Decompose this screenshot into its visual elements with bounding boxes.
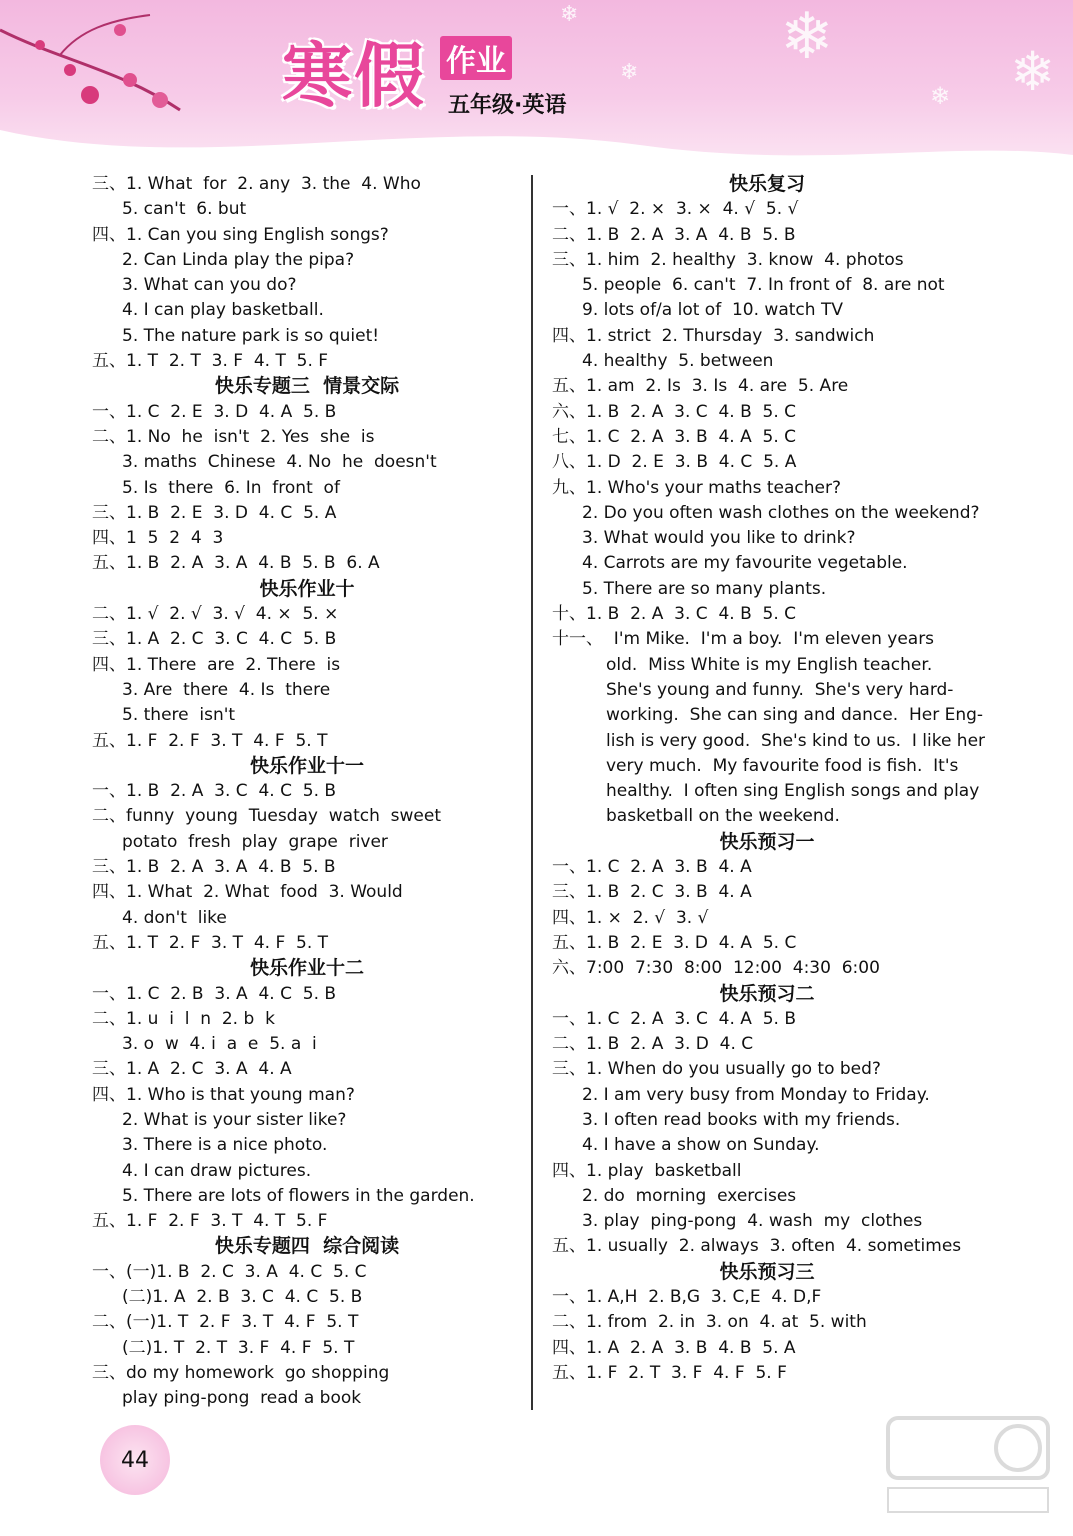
answer-line: (二)1. T 2. T 3. F 4. F 5. T bbox=[122, 1337, 355, 1358]
answer-line: 五、1. am 2. Is 3. Is 4. are 5. Are bbox=[552, 376, 849, 397]
book-title: 寒假 bbox=[282, 34, 426, 117]
answer-line: healthy. I often sing English songs and play bbox=[606, 781, 980, 802]
watermark-logo bbox=[883, 1408, 1053, 1518]
answer-line: 八、1. D 2. E 3. B 4. C 5. A bbox=[552, 452, 797, 473]
answer-line: 四、1. What 2. What food 3. Would bbox=[92, 882, 403, 903]
answer-line: 5. there isn't bbox=[122, 705, 236, 726]
answer-line: 3. maths Chinese 4. No he doesn't bbox=[122, 452, 437, 473]
answer-line: 一、1. C 2. E 3. D 4. A 5. B bbox=[92, 401, 337, 422]
answer-line: potato fresh play grape river bbox=[122, 831, 388, 852]
header-banner bbox=[0, 0, 1073, 160]
answer-line: 五、1. F 2. T 3. F 4. F 5. F bbox=[552, 1362, 787, 1383]
snowflake-icon: ❄ bbox=[930, 82, 951, 110]
answer-line: basketball on the weekend. bbox=[606, 806, 840, 827]
answer-line: 五、1. T 2. T 3. F 4. T 5. F bbox=[92, 351, 329, 372]
section-heading: 快乐作业十 bbox=[259, 577, 355, 600]
answer-line: 2. What is your sister like? bbox=[122, 1109, 347, 1130]
answer-line: 三、1. When do you usually go to bed? bbox=[552, 1059, 881, 1080]
answer-line: 一、1. A,H 2. B,G 3. C,E 4. D,F bbox=[552, 1287, 822, 1308]
answer-line: 3. I often read books with my friends. bbox=[582, 1109, 901, 1130]
answer-line: 一、1. C 2. A 3. B 4. A bbox=[552, 857, 752, 878]
answer-line: working. She can sing and dance. Her Eng- bbox=[606, 705, 984, 726]
answer-line: 三、1. him 2. healthy 3. know 4. photos bbox=[552, 249, 904, 270]
answer-line: 5. There are so many plants. bbox=[582, 578, 827, 599]
answer-line: 4. Carrots are my favourite vegetable. bbox=[582, 553, 908, 574]
answer-line: 五、1. usually 2. always 3. often 4. sometimes bbox=[552, 1236, 962, 1257]
answer-line: 2. do morning exercises bbox=[582, 1185, 797, 1206]
section-heading: 快乐预习二 bbox=[719, 982, 815, 1005]
answer-line: 5. The nature park is so quiet! bbox=[122, 325, 380, 346]
answer-line: 3. play ping-pong 4. wash my clothes bbox=[582, 1211, 923, 1232]
answer-line: 七、1. C 2. A 3. B 4. A 5. C bbox=[552, 426, 797, 447]
answer-line: 5. people 6. can't 7. In front of 8. are not bbox=[582, 275, 945, 296]
answer-line: 四、1 5 2 4 3 bbox=[92, 528, 224, 549]
answer-line: 二、1. from 2. in 3. on 4. at 5. with bbox=[552, 1312, 867, 1333]
answer-line: 五、1. T 2. F 3. T 4. F 5. T bbox=[92, 932, 329, 953]
answer-line: 4. I have a show on Sunday. bbox=[582, 1135, 820, 1156]
answer-line: 五、1. F 2. F 3. T 4. T 5. F bbox=[92, 1211, 328, 1232]
answer-line: 3. o w 4. i a e 5. a i bbox=[122, 1034, 317, 1055]
answer-line: 十一、 I'm Mike. I'm a boy. I'm eleven years bbox=[552, 629, 935, 650]
answer-line: 十、1. B 2. A 3. C 4. B 5. C bbox=[552, 604, 797, 625]
answer-line: 四、1. strict 2. Thursday 3. sandwich bbox=[552, 325, 875, 346]
column-divider bbox=[531, 175, 533, 1410]
answer-line: 4. I can draw pictures. bbox=[122, 1160, 312, 1181]
plum-branch-decoration bbox=[0, 0, 260, 140]
answer-line: 四、1. There are 2. There is bbox=[92, 654, 341, 675]
answer-line: 一、1. B 2. A 3. C 4. C 5. B bbox=[92, 781, 337, 802]
page-number: 44 bbox=[100, 1425, 170, 1495]
answer-line: very much. My favourite food is fish. It's bbox=[606, 755, 959, 776]
answer-line: 一、1. C 2. A 3. C 4. A 5. B bbox=[552, 1008, 797, 1029]
answer-line: 4. healthy 5. between bbox=[582, 351, 774, 372]
snowflake-icon: ❄ bbox=[780, 0, 834, 74]
answer-line: 三、1. B 2. A 3. A 4. B 5. B bbox=[92, 857, 336, 878]
answer-line: 五、1. F 2. F 3. T 4. F 5. T bbox=[92, 730, 328, 751]
section-heading: 快乐专题四 综合阅读 bbox=[214, 1235, 400, 1258]
right-answer-column bbox=[552, 172, 986, 1386]
answer-line: She's young and funny. She's very hard- bbox=[606, 679, 954, 700]
answer-line: 三、1. B 2. C 3. B 4. A bbox=[552, 882, 752, 903]
answer-line: 3. What would you like to drink? bbox=[582, 528, 856, 549]
answer-line: lish is very good. She's kind to us. I like her bbox=[606, 730, 986, 751]
answer-line: 9. lots of/a lot of 10. watch TV bbox=[582, 300, 843, 321]
answer-line: 九、1. Who's your maths teacher? bbox=[552, 477, 841, 498]
answer-line: 二、1. B 2. A 3. A 4. B 5. B bbox=[552, 224, 796, 245]
answer-line: 四、1. A 2. A 3. B 4. B 5. A bbox=[552, 1337, 796, 1358]
answer-line: 六、1. B 2. A 3. C 4. B 5. C bbox=[552, 401, 797, 422]
answer-line: 五、1. B 2. A 3. A 4. B 5. B 6. A bbox=[92, 553, 380, 574]
answer-line: 一、1. C 2. B 3. A 4. C 5. B bbox=[92, 983, 337, 1004]
snowflake-icon: ❄ bbox=[1010, 40, 1056, 103]
answer-line: play ping-pong read a book bbox=[122, 1388, 362, 1409]
grade-subject-label: 五年级·英语 bbox=[448, 93, 567, 118]
answer-line: 六、7:00 7:30 8:00 12:00 4:30 6:00 bbox=[552, 958, 880, 979]
answer-line: 4. don't like bbox=[122, 907, 227, 928]
answer-line: 二、1. No he isn't 2. Yes she is bbox=[92, 426, 375, 447]
answer-line: 3. What can you do? bbox=[122, 275, 297, 296]
answer-line: 三、1. B 2. E 3. D 4. C 5. A bbox=[92, 502, 337, 523]
answer-line: (二)1. A 2. B 3. C 4. C 5. B bbox=[122, 1287, 363, 1308]
section-heading: 快乐作业十二 bbox=[249, 957, 364, 980]
section-heading: 快乐复习 bbox=[728, 173, 805, 195]
answer-line: 五、1. B 2. E 3. D 4. A 5. C bbox=[552, 932, 797, 953]
book-subtitle: 作业 bbox=[440, 36, 512, 80]
answer-line: 3. Are there 4. Is there bbox=[122, 679, 331, 700]
answer-line: 三、1. A 2. C 3. A 4. A bbox=[92, 1059, 292, 1080]
answer-line: 二、1. u i l n 2. b k bbox=[92, 1008, 275, 1029]
answer-line: 四、1. × 2. √ 3. √ bbox=[552, 907, 709, 928]
answer-line: 三、1. A 2. C 3. C 4. C 5. B bbox=[92, 629, 337, 650]
answer-line: 4. I can play basketball. bbox=[122, 300, 324, 321]
section-heading: 快乐预习三 bbox=[719, 1260, 815, 1283]
answer-line: 5. Is there 6. In front of bbox=[122, 477, 340, 498]
answer-line: 5. There are lots of flowers in the garden. bbox=[122, 1185, 475, 1206]
answer-line: 一、(一)1. B 2. C 3. A 4. C 5. C bbox=[92, 1261, 367, 1282]
answer-line: 二、funny young Tuesday watch sweet bbox=[92, 806, 442, 827]
answer-line: 5. can't 6. but bbox=[122, 199, 247, 220]
answer-line: 3. There is a nice photo. bbox=[122, 1135, 328, 1156]
section-heading: 快乐作业十一 bbox=[249, 754, 364, 777]
answer-line: 2. Do you often wash clothes on the weekend? bbox=[582, 502, 980, 523]
answer-line: 2. I am very busy from Monday to Friday. bbox=[582, 1084, 930, 1105]
section-heading: 快乐专题三 情景交际 bbox=[214, 375, 400, 398]
answer-line: 二、1. B 2. A 3. D 4. C bbox=[552, 1034, 754, 1055]
answer-line: 四、1. play basketball bbox=[552, 1160, 742, 1181]
answer-line: 二、1. √ 2. √ 3. √ 4. × 5. × bbox=[92, 604, 339, 625]
answer-line: 三、1. What for 2. any 3. the 4. Who bbox=[92, 174, 421, 194]
left-answer-column bbox=[92, 172, 522, 1412]
answer-line: 一、1. √ 2. × 3. × 4. √ 5. √ bbox=[552, 199, 799, 220]
answer-line: 二、(一)1. T 2. F 3. T 4. F 5. T bbox=[92, 1312, 359, 1333]
answer-line: 三、do my homework go shopping bbox=[92, 1362, 390, 1383]
answer-line: 2. Can Linda play the pipa? bbox=[122, 249, 355, 270]
answer-line: old. Miss White is my English teacher. bbox=[606, 654, 933, 675]
answer-line: 四、1. Can you sing English songs? bbox=[92, 224, 389, 245]
section-heading: 快乐预习一 bbox=[719, 830, 815, 853]
snowflake-icon: ❄ bbox=[620, 60, 639, 85]
answer-line: 四、1. Who is that young man? bbox=[92, 1084, 355, 1105]
snowflake-icon: ❄ bbox=[560, 2, 579, 27]
